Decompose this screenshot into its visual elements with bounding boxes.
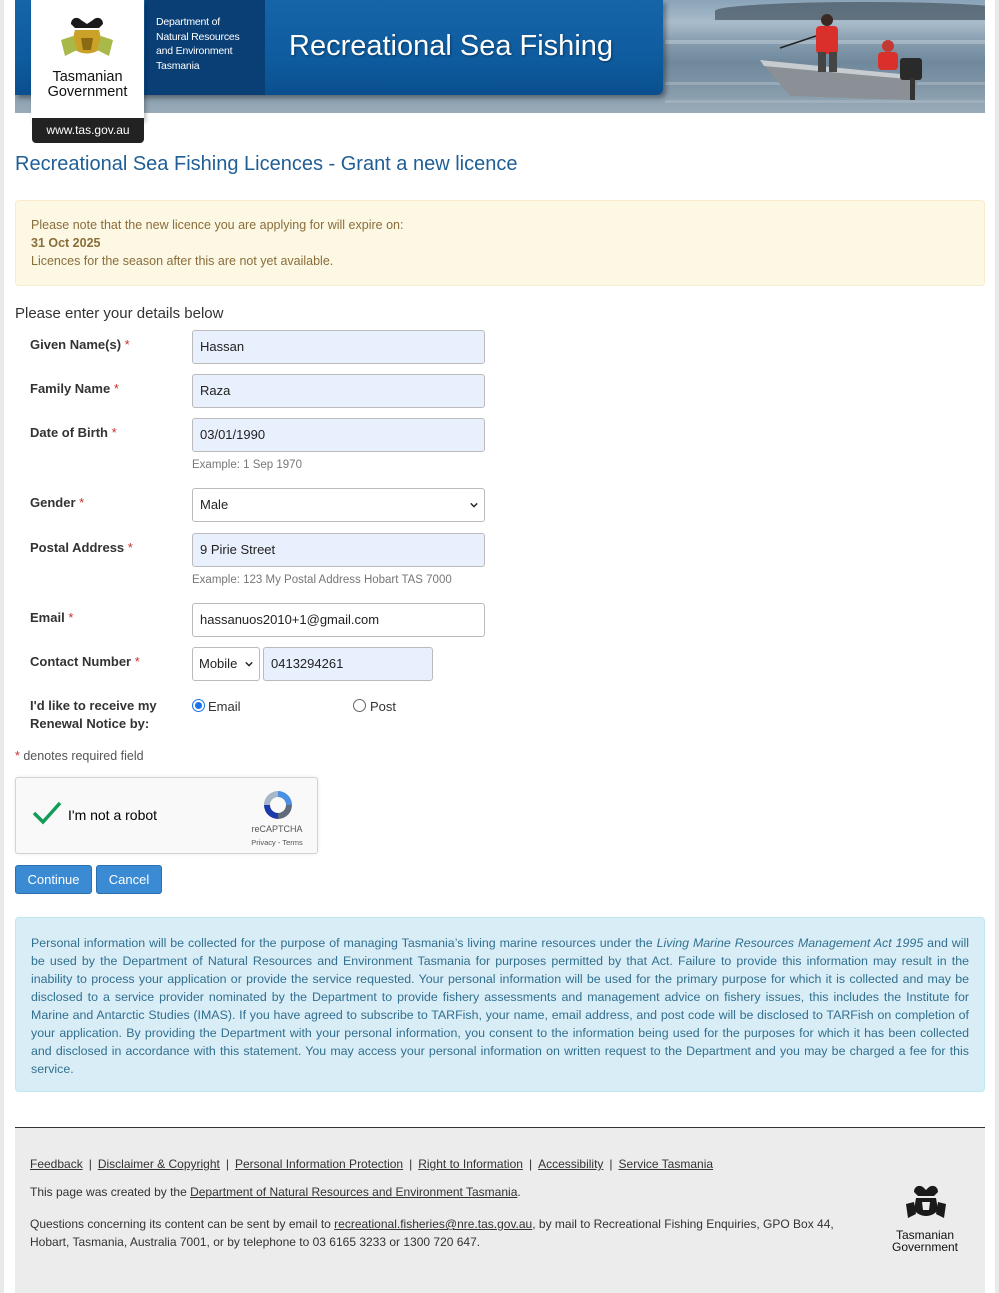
tasmanian-government-logo[interactable] — [31, 0, 144, 120]
required-asterisk: * — [124, 337, 130, 352]
separator: | — [88, 1157, 92, 1171]
label-text: Given Name(s) — [30, 337, 122, 352]
required-asterisk: * — [113, 381, 119, 396]
separator: | — [409, 1157, 413, 1171]
contact-type-value: Mobile — [199, 656, 238, 671]
renewal-post-radio[interactable] — [353, 699, 366, 712]
privacy-text: and will be used by the Department of Natural Resources and Environment Tasmania for purposes permitted by that Act. Failure to provide this information may result in the inability to process your application or provide the service requested. Your personal information will be used for the primary purpose for which it is collected and may be disclosed to a service provider nominated by the Department to provide fishery assessments and management advice on fishery issues, this includes the Institute for Marine and Antarctic Studies (IMAS). If you have agreed to subscribe to TARFish, your name, email address, and post code will be disclosed to TARFish on completion of your application. By providing the Department with your personal information, you consent to the information being used for the purposes for which it has been collected and disclosed in accordance with this statement. You may access your personal information on written request to the Department and you may be charged a fee for this service. — [31, 936, 970, 1076]
department-name — [156, 15, 266, 73]
footer-logo-text — [885, 1229, 965, 1253]
footer-government-logo[interactable] — [885, 1178, 965, 1253]
devil-emblem-icon — [900, 1178, 950, 1222]
footer-link-disclaimer[interactable]: Disclaimer & Copyright — [97, 1157, 220, 1171]
contact-text: Questions concerning its content can be sent by email to — [30, 1217, 335, 1231]
label-text: Postal Address — [30, 540, 125, 555]
label-text: Gender — [30, 495, 76, 510]
required-field-note — [15, 749, 144, 763]
logo-text — [31, 70, 144, 100]
label-text: Renewal Notice by: — [30, 716, 150, 731]
renewal-post-label[interactable]: Post — [370, 699, 397, 714]
separator: | — [609, 1157, 613, 1171]
family-name-label — [30, 380, 119, 398]
postal-address-input[interactable]: 9 Pirie Street — [192, 533, 485, 567]
email-input[interactable]: hassanuos2010+1@gmail.com — [192, 603, 485, 637]
renewal-email-label[interactable]: Email — [208, 699, 241, 714]
footer-link-accessibility[interactable]: Accessibility — [538, 1157, 604, 1171]
footer-link-rti[interactable]: Right to Information — [418, 1157, 523, 1171]
recaptcha-links[interactable]: Privacy - Terms — [251, 838, 303, 847]
logo-line: Government — [47, 84, 128, 100]
notice-line: Please note that the new licence you are applying for will expire on: — [31, 218, 404, 232]
footer — [15, 1127, 985, 1293]
devil-emblem-icon — [31, 0, 144, 70]
gender-selected-value: Male — [200, 497, 229, 512]
required-note-text: denotes required field — [23, 749, 144, 763]
website-link[interactable]: www.tas.gov.au — [32, 118, 144, 143]
required-asterisk: * — [127, 540, 133, 555]
checkmark-icon[interactable] — [32, 800, 62, 826]
page-title: Recreational Sea Fishing Licences - Grant a new licence — [15, 153, 518, 175]
act-name: Living Marine Resources Management Act 1995 — [656, 936, 924, 950]
contact-type-select[interactable] — [192, 647, 260, 681]
label-text: Date of Birth — [30, 425, 108, 440]
required-asterisk: * — [134, 654, 140, 669]
chevron-down-icon — [245, 660, 253, 668]
department-link[interactable]: Department of Natural Resources and Environment Tasmania — [190, 1185, 518, 1199]
continue-button[interactable]: Continue — [15, 865, 92, 894]
dept-line: Department of — [156, 16, 220, 28]
family-name-input[interactable]: Raza — [192, 374, 485, 408]
cancel-button[interactable]: Cancel — [96, 865, 162, 894]
chevron-down-icon — [470, 501, 478, 509]
postal-address-help-text: Example: 123 My Postal Address Hobart TAS 7000 — [192, 574, 452, 586]
form-heading: Please enter your details below — [15, 305, 224, 322]
contact-number-input[interactable]: 0413294261 — [263, 647, 433, 681]
email-link[interactable]: recreational.fisheries@nre.tas.gov.au — [334, 1217, 533, 1231]
given-name-input[interactable]: Hassan — [192, 330, 485, 364]
dept-line: and Environment — [156, 45, 233, 57]
label-text: Email — [30, 610, 65, 625]
dept-line: Natural Resources — [156, 30, 240, 43]
privacy-text: Personal information will be collected for the purpose of managing Tasmania’s living marine resources under the — [31, 936, 657, 950]
dob-label — [30, 424, 117, 442]
expiry-date: 31 Oct 2025 — [31, 236, 101, 250]
renewal-email-radio[interactable] — [192, 699, 205, 712]
page-right-edge — [995, 0, 999, 1293]
logo-line: Tasmanian — [52, 69, 123, 85]
logo-line: Tasmanian — [895, 1228, 955, 1242]
gender-select[interactable] — [192, 488, 485, 522]
label-text: Contact Number — [30, 654, 132, 669]
given-name-label — [30, 336, 130, 354]
footer-link-feedback[interactable]: Feedback — [30, 1157, 83, 1171]
banner-title: Recreational Sea Fishing — [289, 30, 614, 62]
gender-label — [30, 494, 84, 512]
label-text: I'd like to receive my — [30, 698, 157, 713]
created-text: . — [517, 1185, 521, 1199]
dept-line: Tasmania — [156, 59, 200, 72]
footer-links — [30, 1157, 713, 1171]
contact-info — [30, 1215, 860, 1251]
email-label — [30, 609, 73, 627]
created-text: This page was created by the — [30, 1185, 191, 1199]
dob-help-text: Example: 1 Sep 1970 — [192, 459, 302, 471]
recaptcha-widget[interactable] — [15, 777, 318, 854]
privacy-statement — [15, 917, 985, 1092]
logo-line: Government — [891, 1240, 959, 1254]
created-by — [30, 1185, 521, 1199]
notice-line: Licences for the season after this are not yet available. — [31, 254, 334, 268]
required-asterisk: * — [79, 495, 85, 510]
postal-address-label — [30, 539, 133, 557]
footer-link-service-tasmania[interactable]: Service Tasmania — [618, 1157, 714, 1171]
footer-link-privacy[interactable]: Personal Information Protection — [235, 1157, 404, 1171]
captcha-label: I'm not a robot — [68, 807, 158, 823]
renewal-notice-label — [30, 697, 157, 733]
header-banner — [15, 0, 985, 113]
separator: | — [225, 1157, 229, 1171]
separator: | — [528, 1157, 533, 1171]
required-asterisk: * — [111, 425, 117, 440]
recaptcha-brand: reCAPTCHA — [251, 824, 303, 834]
dob-input[interactable]: 03/01/1990 — [192, 418, 485, 452]
label-text: Family Name — [30, 381, 111, 396]
required-asterisk: * — [68, 610, 74, 625]
boat-photo — [750, 8, 950, 108]
recaptcha-logo-icon — [261, 788, 295, 822]
contact-number-label — [30, 653, 140, 671]
page-left-edge — [0, 0, 4, 1293]
required-asterisk: * — [15, 749, 20, 763]
expiry-notice — [15, 200, 985, 286]
contact-text: , by mail to Recreational Fishing Enquiries, GPO Box 44, Hobart, Tasmania, Australia 7001, or by telephone to 03 6165 3233 or 1300 720 647. — [30, 1217, 834, 1249]
